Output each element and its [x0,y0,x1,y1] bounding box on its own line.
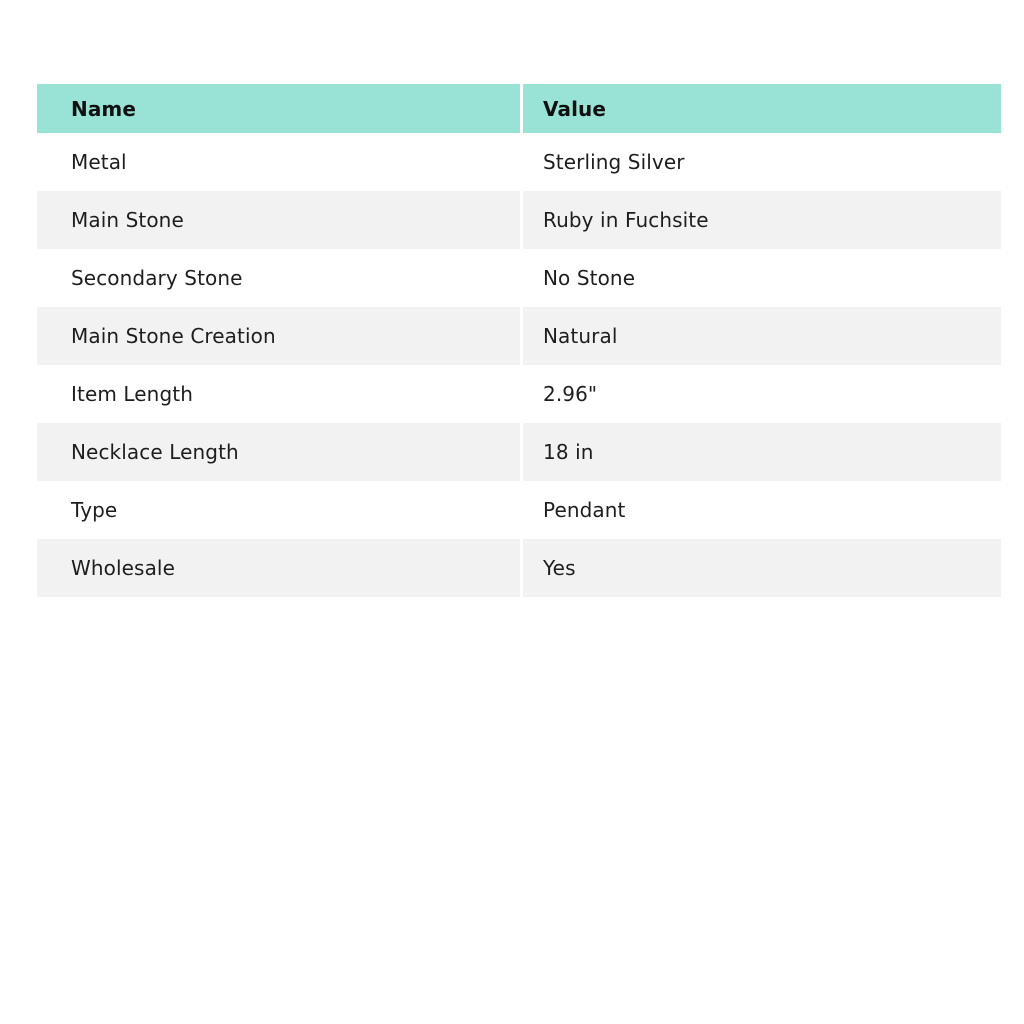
attribute-name-cell: Secondary Stone [37,249,523,307]
attribute-name-cell: Main Stone [37,191,523,249]
column-header-name: Name [37,84,523,133]
product-attributes-table [37,84,1001,597]
table-header-row [37,84,1001,133]
table-row [37,249,1001,307]
table-row [37,307,1001,365]
attribute-value-cell: Natural [523,307,1001,365]
product-attributes-table-container [37,84,1001,597]
attribute-value-cell: Sterling Silver [523,133,1001,191]
attribute-value-cell: No Stone [523,249,1001,307]
attribute-value-cell: Pendant [523,481,1001,539]
attribute-name-cell: Necklace Length [37,423,523,481]
attribute-name-cell: Main Stone Creation [37,307,523,365]
attribute-name-cell: Wholesale [37,539,523,597]
attribute-value-cell: Yes [523,539,1001,597]
attribute-value-cell: Ruby in Fuchsite [523,191,1001,249]
table-row [37,423,1001,481]
table-row [37,365,1001,423]
table-row [37,481,1001,539]
table-row [37,191,1001,249]
attribute-value-cell: 18 in [523,423,1001,481]
attribute-name-cell: Metal [37,133,523,191]
attribute-value-cell: 2.96" [523,365,1001,423]
table-row [37,539,1001,597]
attribute-name-cell: Item Length [37,365,523,423]
attribute-name-cell: Type [37,481,523,539]
column-header-value: Value [523,84,1001,133]
table-row [37,133,1001,191]
